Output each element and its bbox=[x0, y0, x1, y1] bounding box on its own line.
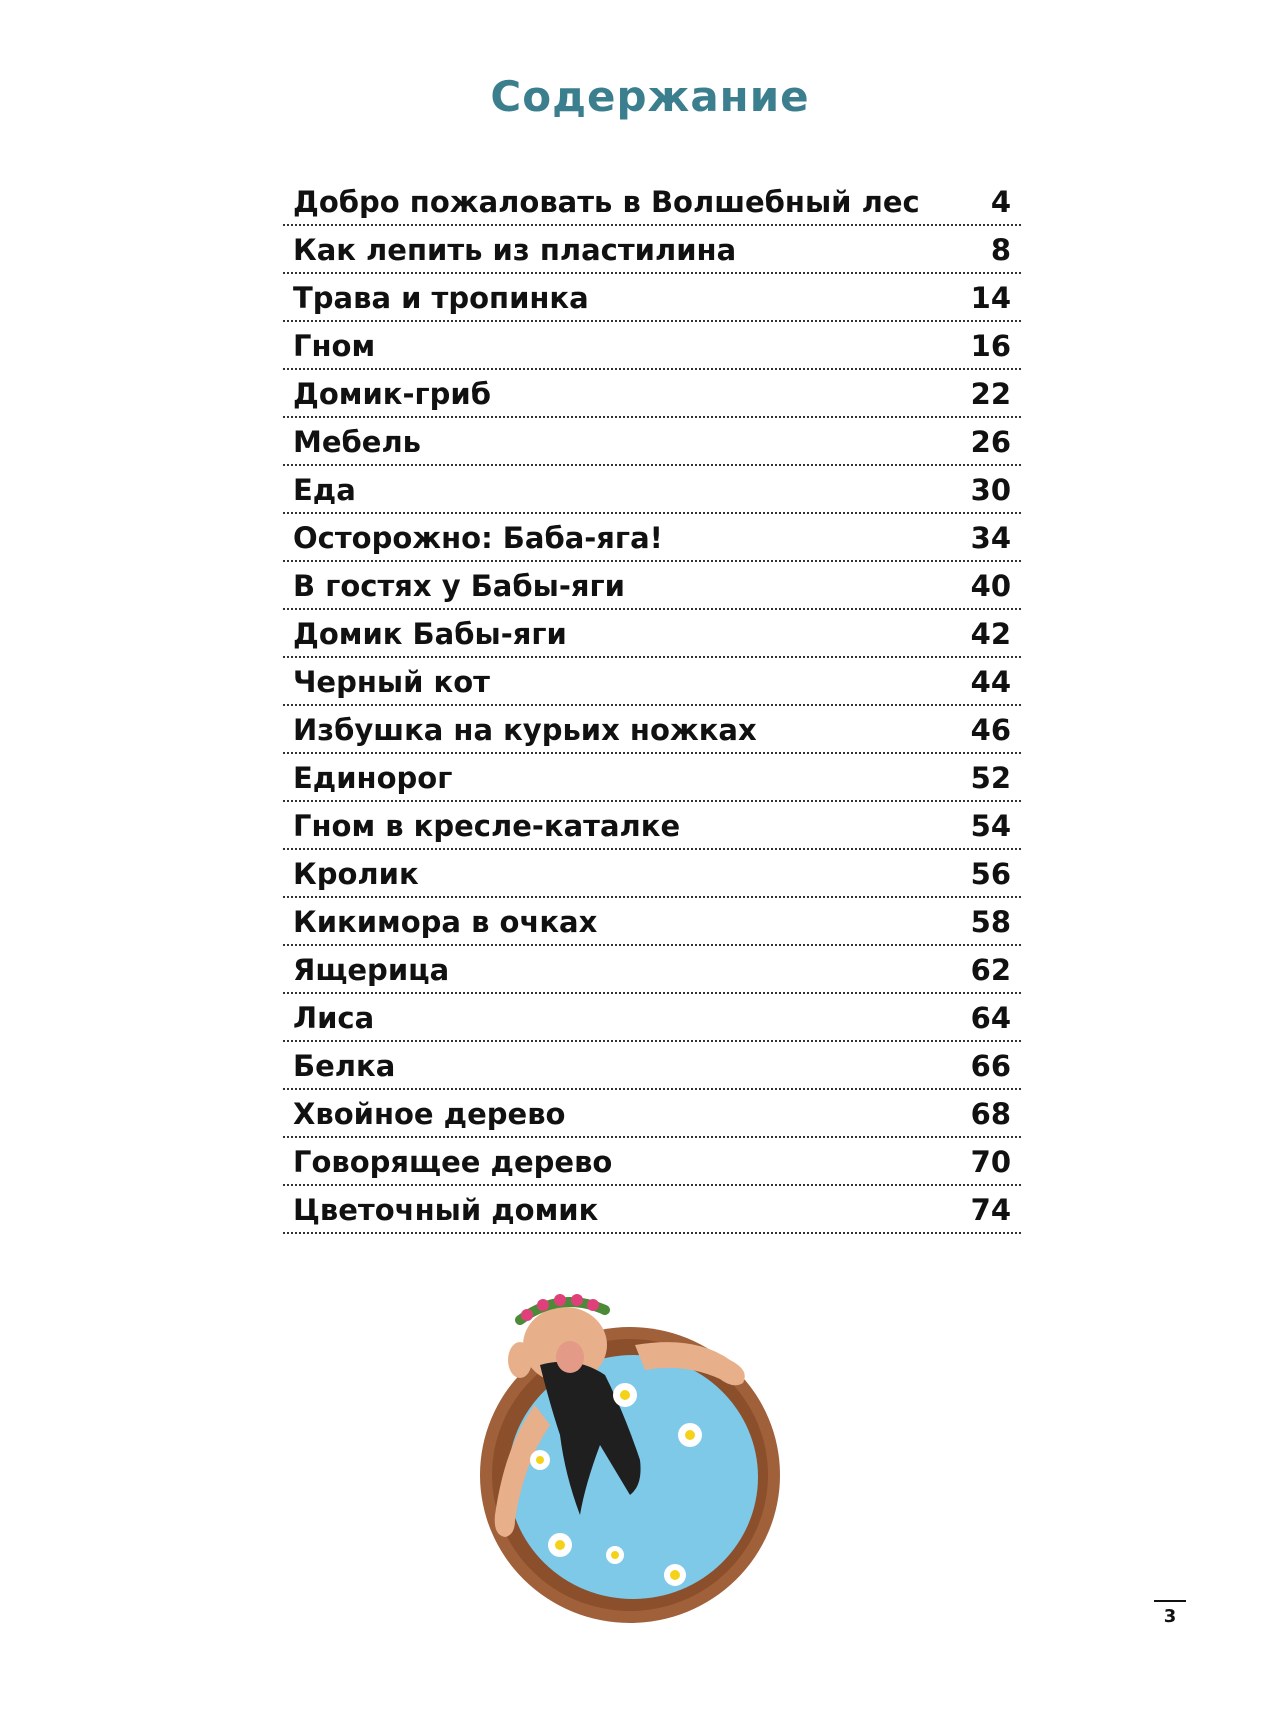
gnome-nose bbox=[556, 1341, 584, 1373]
toc-entry-title: Белка bbox=[293, 1049, 396, 1083]
toc-entry-page: 26 bbox=[970, 425, 1011, 459]
page-title: Содержание bbox=[490, 72, 810, 121]
toc-entry bbox=[283, 1138, 1021, 1186]
toc-entry-page: 64 bbox=[970, 1001, 1011, 1035]
toc-entry-title: Трава и тропинка bbox=[293, 281, 589, 315]
toc-entry bbox=[283, 226, 1021, 274]
toc-entry-title: Мебель bbox=[293, 425, 422, 459]
toc-entry bbox=[283, 322, 1021, 370]
toc-entry bbox=[283, 898, 1021, 946]
toc-entry bbox=[283, 754, 1021, 802]
toc-entry-page: 46 bbox=[970, 713, 1011, 747]
toc-entry bbox=[283, 178, 1021, 226]
toc-entry-title: Избушка на курьих ножках bbox=[293, 713, 757, 747]
toc-entry-page: 56 bbox=[970, 857, 1011, 891]
toc-entry-page: 16 bbox=[970, 329, 1011, 363]
toc-entry-title: Осторожно: Баба-яга! bbox=[293, 521, 663, 555]
toc-entry bbox=[283, 1090, 1021, 1138]
toc-entry-title: Единорог bbox=[293, 761, 453, 795]
toc-entry-title: Еда bbox=[293, 473, 356, 507]
toc-entry-page: 74 bbox=[970, 1193, 1011, 1227]
toc-entry bbox=[283, 802, 1021, 850]
toc-entry-page: 30 bbox=[970, 473, 1011, 507]
toc-entry bbox=[283, 562, 1021, 610]
toc-entry-title: Черный кот bbox=[293, 665, 490, 699]
toc-entry bbox=[283, 514, 1021, 562]
toc-entry-page: 52 bbox=[970, 761, 1011, 795]
toc-entry bbox=[283, 274, 1021, 322]
toc-entry-page: 62 bbox=[970, 953, 1011, 987]
toc-entry bbox=[283, 610, 1021, 658]
toc-entry-title: Говорящее дерево bbox=[293, 1145, 613, 1179]
page-number: 3 bbox=[1154, 1600, 1186, 1627]
toc-entry bbox=[283, 658, 1021, 706]
toc-entry-page: 54 bbox=[970, 809, 1011, 843]
toc-entry-title: Как лепить из пластилина bbox=[293, 233, 737, 267]
toc-entry-page: 66 bbox=[970, 1049, 1011, 1083]
toc-entry-title: Гном в кресле-каталке bbox=[293, 809, 681, 843]
table-of-contents bbox=[283, 178, 1021, 1234]
toc-entry bbox=[283, 1042, 1021, 1090]
toc-entry bbox=[283, 370, 1021, 418]
gnome-left-ear bbox=[508, 1342, 532, 1378]
toc-entry bbox=[283, 994, 1021, 1042]
toc-entry bbox=[283, 706, 1021, 754]
toc-entry bbox=[283, 1186, 1021, 1234]
toc-entry-title: Домик Бабы-яги bbox=[293, 617, 567, 651]
toc-entry-title: Домик-гриб bbox=[293, 377, 491, 411]
toc-entry-page: 68 bbox=[970, 1097, 1011, 1131]
toc-entry-title: Лиса bbox=[293, 1001, 375, 1035]
toc-entry-page: 58 bbox=[970, 905, 1011, 939]
gnome-in-bathtub-illustration bbox=[465, 1285, 795, 1635]
toc-entry-page: 40 bbox=[970, 569, 1011, 603]
toc-entry-title: В гостях у Бабы-яги bbox=[293, 569, 625, 603]
toc-entry-page: 34 bbox=[970, 521, 1011, 555]
toc-entry-title: Гном bbox=[293, 329, 376, 363]
toc-entry bbox=[283, 418, 1021, 466]
toc-entry bbox=[283, 466, 1021, 514]
toc-entry bbox=[283, 850, 1021, 898]
toc-entry bbox=[283, 946, 1021, 994]
toc-entry-page: 8 bbox=[990, 233, 1011, 267]
toc-entry-page: 4 bbox=[990, 185, 1011, 219]
toc-entry-title: Хвойное дерево bbox=[293, 1097, 566, 1131]
toc-entry-page: 70 bbox=[970, 1145, 1011, 1179]
toc-entry-title: Цветочный домик bbox=[293, 1193, 599, 1227]
toc-entry-title: Кикимора в очках bbox=[293, 905, 598, 939]
toc-entry-page: 22 bbox=[970, 377, 1011, 411]
toc-entry-title: Кролик bbox=[293, 857, 419, 891]
toc-entry-title: Добро пожаловать в Волшебный лес bbox=[293, 185, 920, 219]
toc-entry-page: 44 bbox=[970, 665, 1011, 699]
toc-entry-page: 14 bbox=[970, 281, 1011, 315]
toc-entry-title: Ящерица bbox=[293, 953, 450, 987]
toc-entry-page: 42 bbox=[970, 617, 1011, 651]
